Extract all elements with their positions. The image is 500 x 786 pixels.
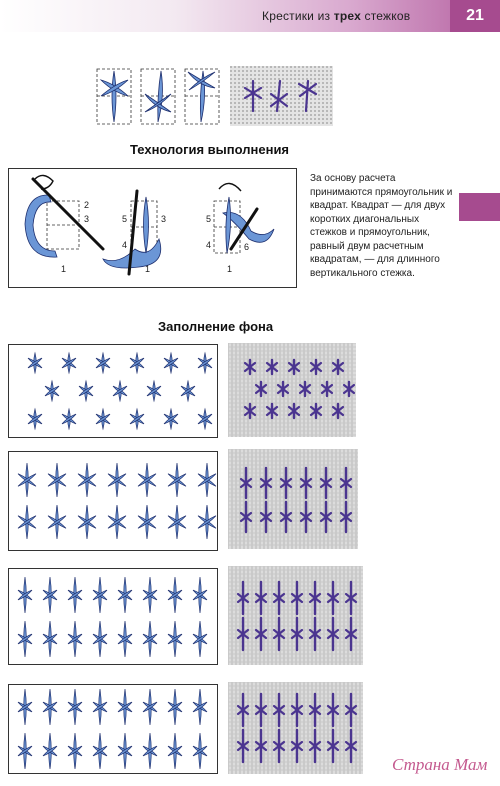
label-d2-1: 1 [145,264,151,274]
description-text: За основу расчета принимаются прямоугольник и квадрат. Квадрат — для двух коротких диагональных стежков и прямоугольник, равный двум расчетным квадратам, — для длинного вертикального стежка. [310,173,453,279]
page-header [0,0,500,32]
label-d3-6: 6 [244,242,250,252]
label-d2-5: 5 [122,214,128,224]
fill-pattern-diagram-3 [8,568,218,665]
label-d3-5: 5 [206,214,212,224]
fill-pattern-photo-4 [228,682,363,774]
fill-pattern-photo-3 [228,566,363,665]
label-d1-1: 1 [61,264,67,274]
label-d3-4: 4 [206,240,212,250]
section-title-fill: Заполнение фона [158,319,274,334]
chapter-title: Крестики из трех стежков [262,9,411,23]
fill-pattern-diagram-1 [8,344,218,438]
label-d1-2: 2 [84,200,90,210]
fill-pattern-diagram-2 [8,451,218,551]
label-d3-1: 1 [227,264,233,274]
single-stitch-diagrams [95,66,225,128]
label-d1-3: 3 [84,214,90,224]
side-tab [459,193,500,221]
fill-pattern-photo-2 [228,449,358,549]
page-number: 21 [450,0,500,32]
section-title-technology: Технология выполнения [130,142,290,157]
label-d2-4: 4 [122,240,128,250]
fill-pattern-diagram-4 [8,684,218,774]
fill-pattern-photo-1 [228,343,356,437]
single-stitch-photo [230,66,333,126]
watermark: Страна Мам [392,755,488,774]
label-d2-3: 3 [161,214,167,224]
technique-diagram [8,168,297,288]
